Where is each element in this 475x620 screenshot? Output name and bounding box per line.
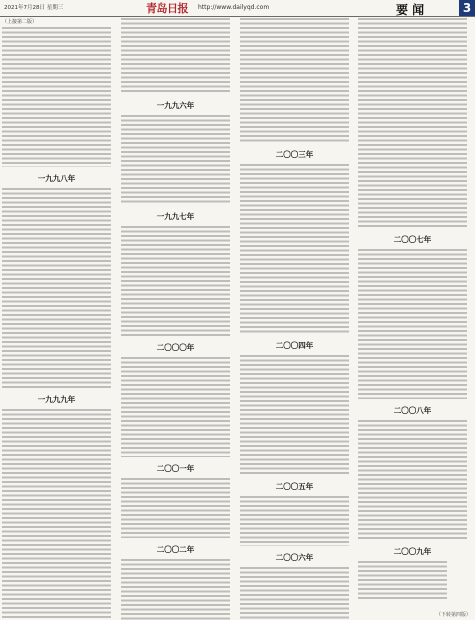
body-text-block bbox=[240, 164, 349, 334]
body-text-block bbox=[121, 226, 230, 336]
year-heading: 二〇〇六年 bbox=[240, 552, 349, 563]
body-text-block bbox=[240, 355, 349, 475]
year-heading: 二〇〇四年 bbox=[240, 340, 349, 351]
body-text-block bbox=[358, 18, 467, 228]
body-text-block bbox=[2, 409, 111, 620]
year-heading: 二〇〇〇年 bbox=[121, 342, 230, 353]
year-heading: 二〇〇七年 bbox=[358, 234, 467, 245]
body-text-block bbox=[121, 115, 230, 205]
body-text-block bbox=[2, 188, 111, 388]
continued-footer: （下转第四版） bbox=[435, 612, 471, 618]
masthead bbox=[0, 0, 475, 17]
body-text-block bbox=[358, 249, 467, 399]
body-text-block bbox=[240, 567, 349, 620]
newspaper-logo: 青岛日报 bbox=[146, 2, 188, 15]
year-heading: 二〇〇五年 bbox=[240, 481, 349, 492]
body-text-block bbox=[121, 478, 230, 538]
body-text-block bbox=[358, 561, 447, 601]
text-column-4 bbox=[358, 18, 467, 620]
year-heading: 一九九九年 bbox=[2, 394, 111, 405]
issue-date: 2021年7月28日 星期三 bbox=[4, 5, 64, 11]
page-number-badge: 3 bbox=[459, 0, 475, 16]
year-heading: 一九九七年 bbox=[121, 211, 230, 222]
text-column-3 bbox=[240, 18, 349, 620]
year-heading: 一九九六年 bbox=[121, 100, 230, 111]
body-text-block bbox=[240, 18, 349, 143]
body-text-block bbox=[240, 496, 349, 546]
year-heading: 二〇〇八年 bbox=[358, 405, 467, 416]
continued-note: （上接第二版） bbox=[2, 19, 38, 25]
year-heading: 二〇〇一年 bbox=[121, 463, 230, 474]
website-url[interactable]: http://www.dailyqd.com bbox=[198, 4, 270, 11]
body-text-block bbox=[2, 27, 111, 167]
year-heading: 二〇〇三年 bbox=[240, 149, 349, 160]
text-column-1 bbox=[2, 18, 111, 620]
body-text-block bbox=[358, 420, 467, 540]
section-title: 要 闻 bbox=[396, 3, 425, 17]
body-text-block bbox=[121, 18, 230, 94]
year-heading: 二〇〇九年 bbox=[358, 546, 467, 557]
text-column-2 bbox=[121, 18, 230, 620]
body-text-block bbox=[121, 357, 230, 457]
year-heading: 一九九八年 bbox=[2, 173, 111, 184]
body-text-block bbox=[121, 559, 230, 620]
year-heading: 二〇〇二年 bbox=[121, 544, 230, 555]
